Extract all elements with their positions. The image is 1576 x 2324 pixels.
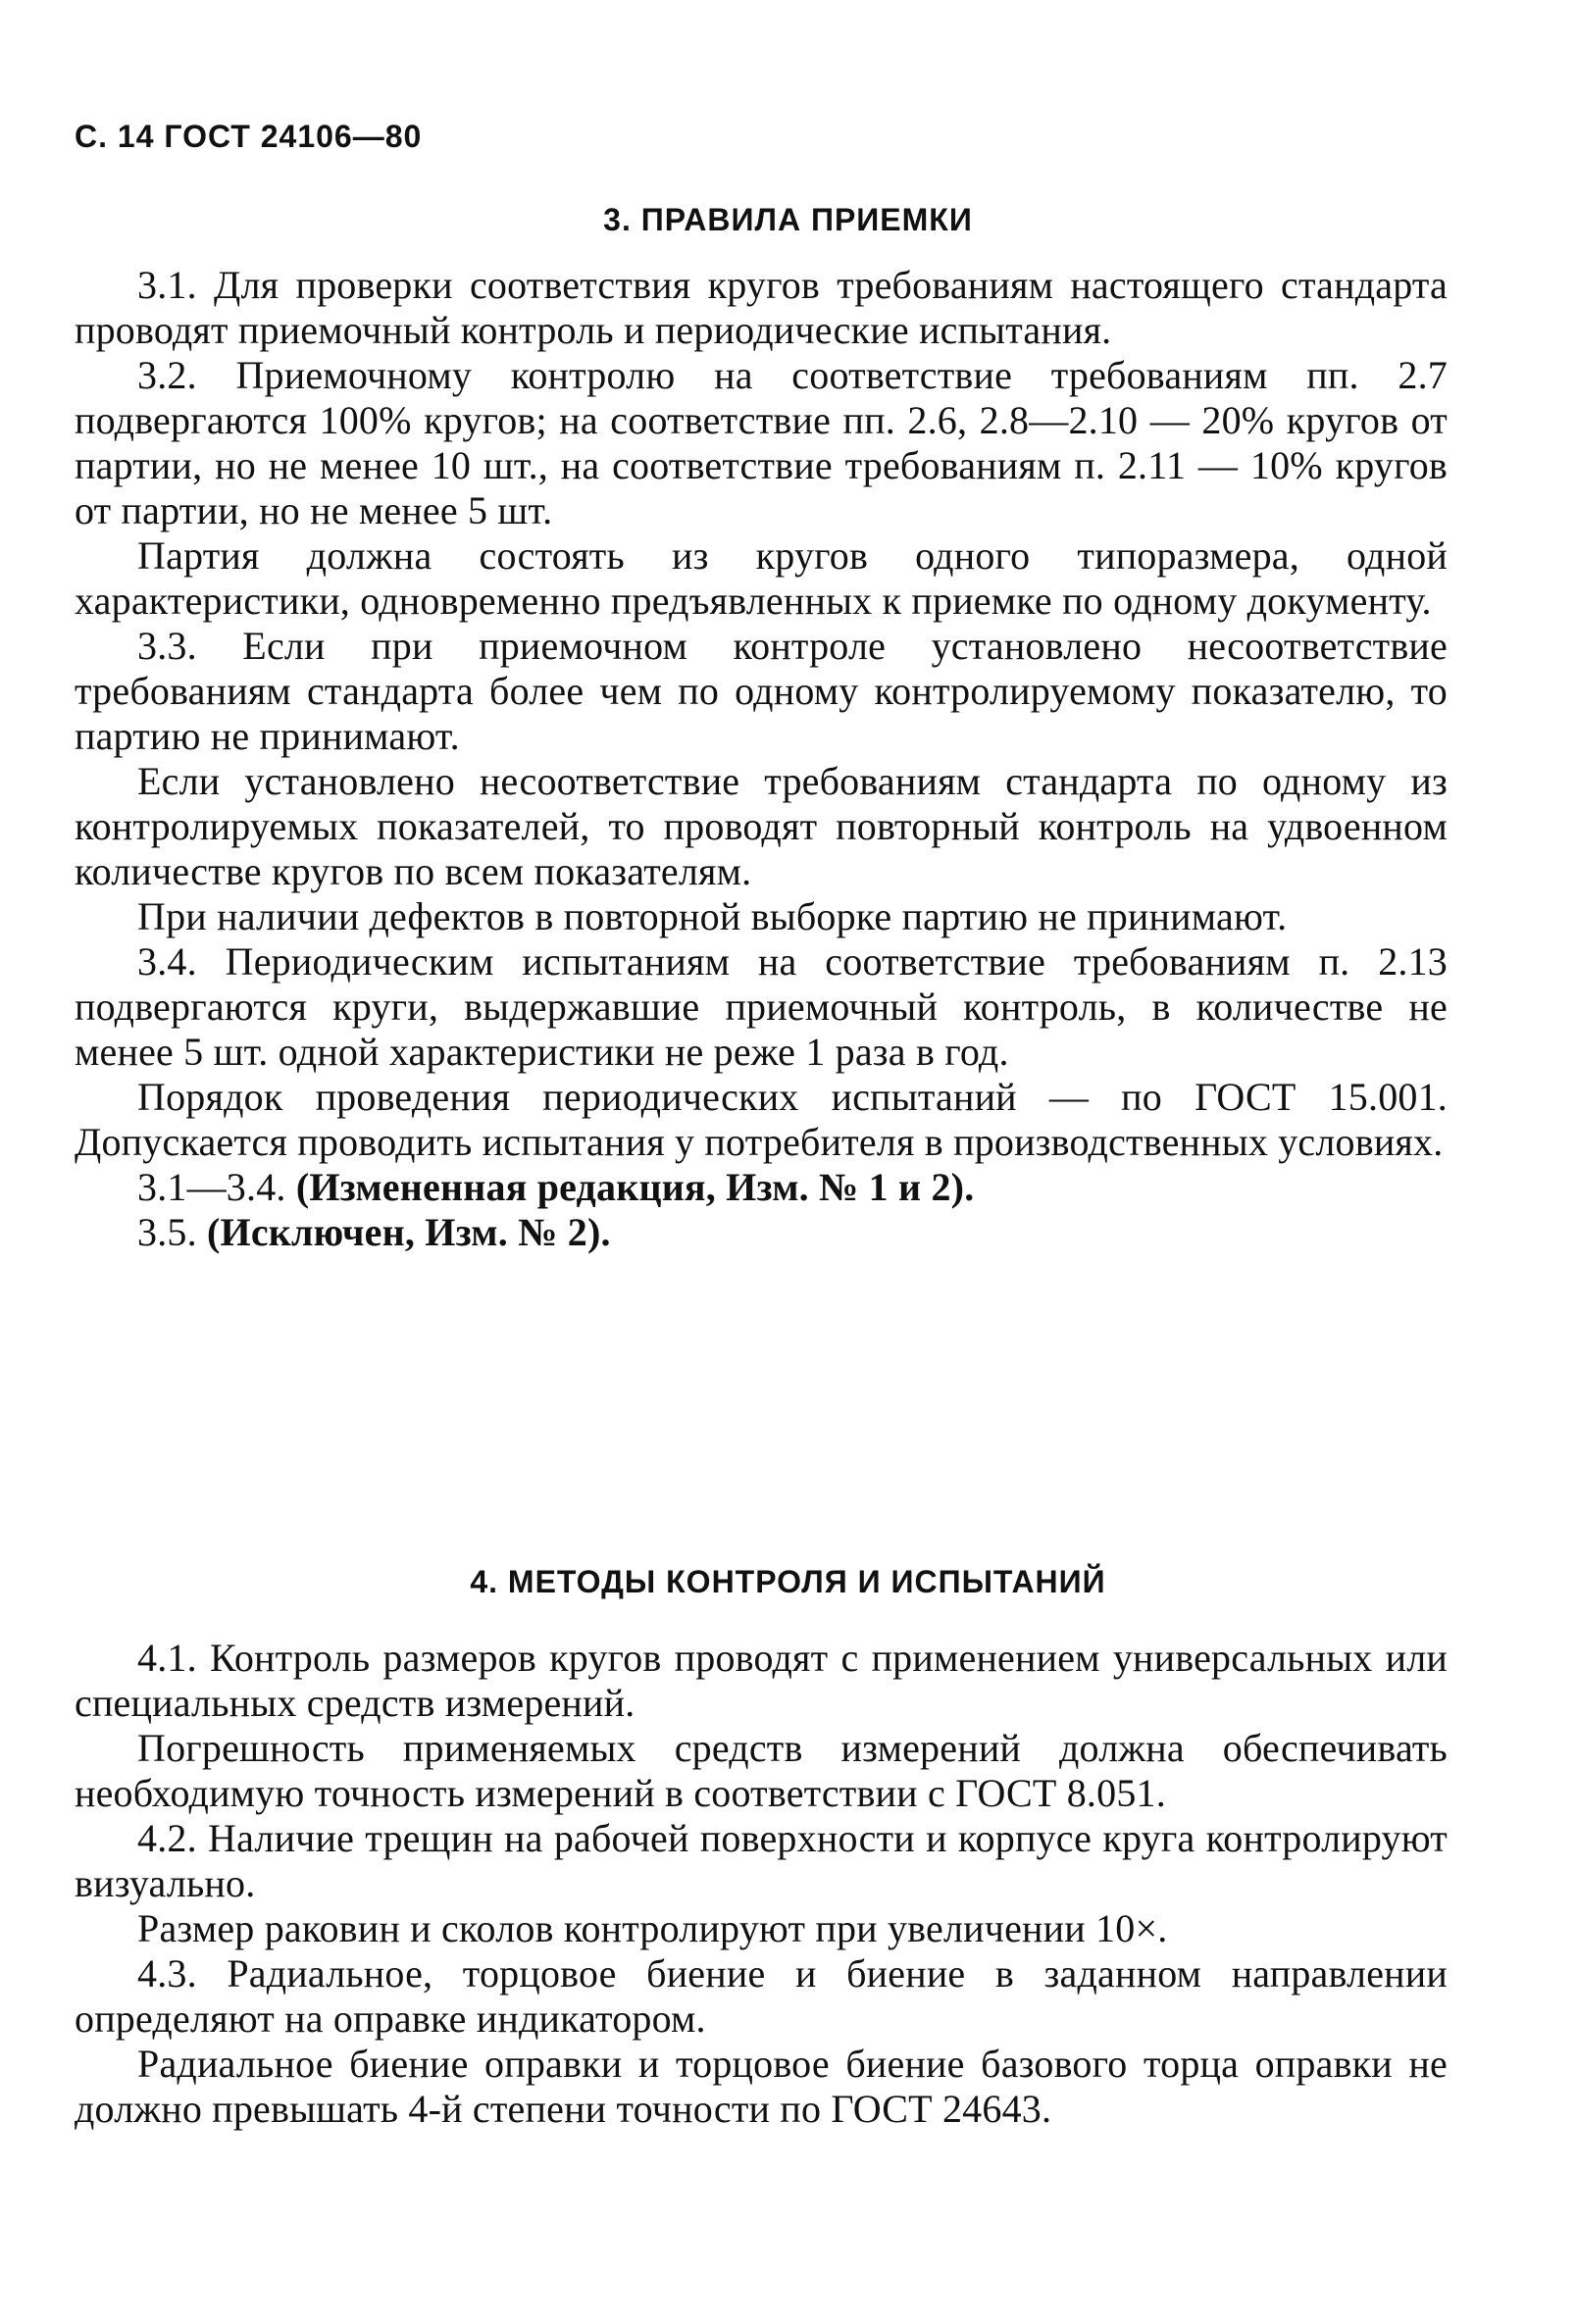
paragraph-3-1: 3.1. Для проверки соответствия кругов требованиям настоящего стандарта проводят приемочный контроль и периодические испытания. — [75, 263, 1448, 352]
section-3-body — [75, 263, 1448, 1255]
paragraph-3-3: 3.3. Если при приемочном контроле установлено несоответствие требованиям стандарта более чем по одному контролируемому показателю, то партию не принимают. — [75, 624, 1448, 758]
paragraph-repeat-control: Если установлено несоответствие требованиям стандарта по одному из контролируемых показателей, то проводят повторный контроль на удвоенном количестве кругов по всем показателям. — [75, 759, 1448, 893]
amendment-note-3-5 — [75, 1210, 1448, 1255]
section-4-body — [75, 1636, 1448, 2132]
amendment-note-3-1-3-4 — [75, 1165, 1448, 1210]
section-4-title: 4. МЕТОДЫ КОНТРОЛЯ И ИСПЫТАНИЙ — [470, 1564, 1106, 1599]
paragraph-pits-chips: Размер раковин и сколов контролируют при увеличении 10×. — [137, 1906, 1168, 1950]
paragraph-measurement-accuracy: Погрешность применяемых средств измерений должна обеспечивать необходимую точность измерений в соответствии с ГОСТ 8.051. — [75, 1726, 1448, 1815]
paragraph-4-3: 4.3. Радиальное, торцовое биение и биение в заданном направлении определяют на оправке индикатором. — [75, 1951, 1448, 2041]
paragraph-defects-rejection: При наличии дефектов в повторной выборке партию не принимают. — [137, 894, 1288, 938]
paragraph-periodic-procedure: Порядок проведения периодических испытаний — по ГОСТ 15.001. Допускается проводить испытания у потребителя в производственных условиях. — [75, 1075, 1448, 1164]
amendment-note-text: (Исключен, Изм. № 2). — [207, 1210, 611, 1254]
amendment-note-prefix: 3.1—3.4. — [137, 1165, 296, 1209]
paragraph-4-2: 4.2. Наличие трещин на рабочей поверхности и корпусе круга контролируют визуально. — [75, 1816, 1448, 1905]
amendment-note-text: (Измененная редакция, Изм. № 1 и 2). — [295, 1165, 975, 1209]
paragraph-mandrel-runout: Радиальное биение оправки и торцовое биение базового торца оправки не должно превышать 4-й степени точности по ГОСТ 24643. — [75, 2042, 1448, 2131]
section-3-title: 3. ПРАВИЛА ПРИЕМКИ — [603, 202, 973, 237]
paragraph-3-2: 3.2. Приемочному контролю на соответствие требованиям пп. 2.7 подвергаются 100% кругов; на соответствие пп. 2.6, 2.8—2.10 — 20% кругов от партии, но не менее 10 шт., на соответствие требованиям п. 2.11 — 10% кругов от партии, но не менее 5 шт. — [75, 353, 1448, 532]
paragraph-4-1: 4.1. Контроль размеров кругов проводят с применением универсальных или специальных средств измерений. — [75, 1636, 1448, 1725]
running-head: С. 14 ГОСТ 24106—80 — [75, 119, 423, 154]
paragraph-lot-composition: Партия должна состоять из кругов одного типоразмера, одной характеристики, одновременно предъявленных к приемке по одному документу. — [75, 533, 1448, 623]
amendment-note-prefix: 3.5. — [137, 1210, 207, 1254]
paragraph-3-4: 3.4. Периодическим испытаниям на соответствие требованиям п. 2.13 подвергаются круги, выдержавшие приемочный контроль, в количестве не менее 5 шт. одной характеристики не реже 1 раза в год. — [75, 939, 1448, 1074]
